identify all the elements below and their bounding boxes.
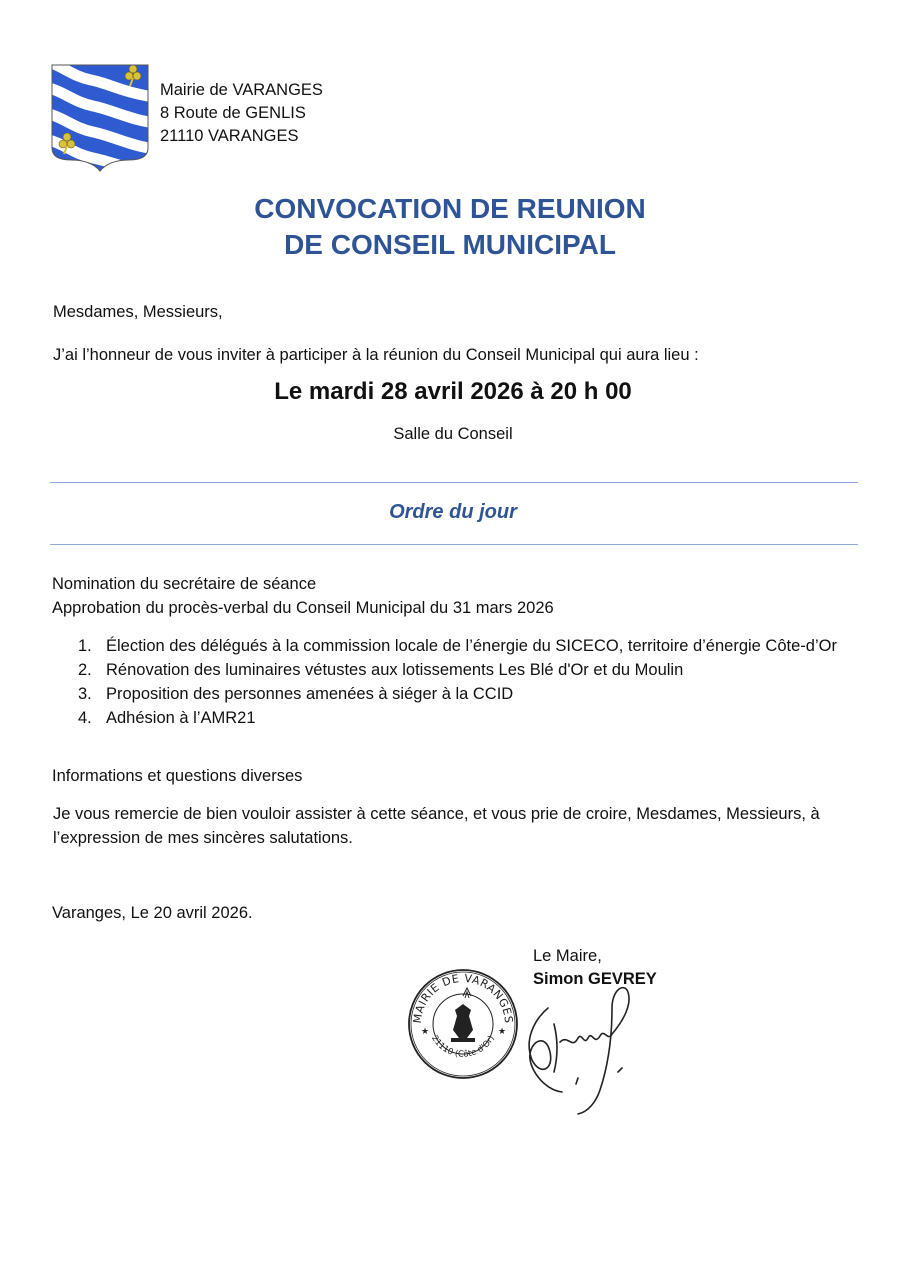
agenda-item-text: Rénovation des luminaires vétustes aux lotissements Les Blé d'Or et du Moulin: [106, 661, 684, 679]
agenda-item-number: 3.: [78, 685, 92, 703]
meeting-location: Salle du Conseil: [393, 425, 513, 443]
agenda-item: [68, 682, 838, 706]
salutation: Mesdames, Messieurs,: [53, 303, 223, 321]
document-title-line2: DE CONSEIL MUNICIPAL: [284, 229, 616, 260]
coat-of-arms-icon: [51, 64, 149, 172]
handwritten-signature-icon: [514, 980, 644, 1120]
misc-item: Informations et questions diverses: [52, 767, 303, 785]
seal-bottom-text: 21110 (Côte d'Or): [429, 1033, 497, 1060]
agenda-title: Ordre du jour: [389, 501, 517, 523]
agenda-item: [68, 634, 838, 658]
document-title-line1: CONVOCATION DE REUNION: [254, 193, 646, 224]
official-seal-icon: [407, 968, 519, 1080]
meeting-date: Le mardi 28 avril 2026 à 20 h 00: [274, 378, 632, 405]
divider: [50, 482, 858, 483]
agenda-item-text: Adhésion à l’AMR21: [106, 709, 256, 727]
agenda-list: [68, 634, 838, 730]
preliminary-item: Approbation du procès-verbal du Conseil Municipal du 31 mars 2026: [52, 599, 554, 617]
agenda-item-text: Élection des délégués à la commission locale de l’énergie du SICECO, territoire d’énergie Côte-d’Or: [106, 637, 837, 655]
agenda-item: [68, 658, 838, 682]
preliminary-item: Nomination du secrétaire de séance: [52, 575, 317, 593]
invitation-text: J’ai l’honneur de vous inviter à participer à la réunion du Conseil Municipal qui aura lieu :: [53, 346, 699, 364]
agenda-item-number: 1.: [78, 637, 92, 655]
svg-text:★: ★: [498, 1026, 507, 1036]
seal-top-text: MAIRIE DE VARANGES: [410, 971, 516, 1025]
mairie-name: Mairie de VARANGES: [160, 81, 323, 99]
agenda-item: [68, 706, 838, 730]
divider: [50, 544, 858, 545]
agenda-item-text: Proposition des personnes amenées à siéger à la CCID: [106, 685, 514, 703]
mairie-street: 8 Route de GENLIS: [160, 104, 306, 122]
closing-paragraph: Je vous remercie de bien vouloir assister à cette séance, et vous prie de croire, Mesdames, Messieurs, à l’expression de mes sincères salutations.: [53, 805, 820, 847]
agenda-item-number: 2.: [78, 661, 92, 679]
place-date: Varanges, Le 20 avril 2026.: [52, 904, 253, 922]
signatory-role: Le Maire,: [533, 947, 602, 965]
svg-text:★: ★: [421, 1026, 430, 1036]
signatory-name: Simon GEVREY: [533, 970, 657, 988]
agenda-item-number: 4.: [78, 709, 92, 727]
mairie-city: 21110 VARANGES: [160, 127, 299, 145]
